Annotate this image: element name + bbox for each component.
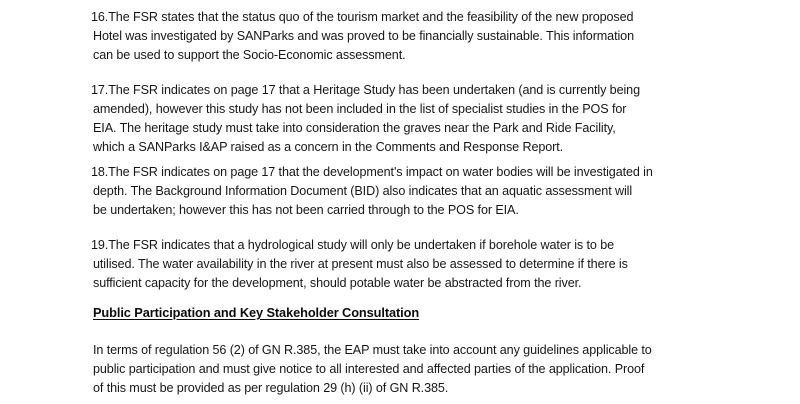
list-item-16 (91, 8, 653, 65)
item-17-line-2: amended), however this study has not been included in the list of specialist studies in the POS for (93, 102, 627, 116)
paragraph-line-1: In terms of regulation 56 (2) of GN R.385, the EAP must take into account any guidelines applicable to (93, 343, 652, 357)
item-18-line-3: be undertaken; however this has not been carried through to the POS for EIA. (93, 203, 519, 217)
item-19-line-1: 19.The FSR indicates that a hydrological study will only be undertaken if borehole water is to be (91, 238, 615, 252)
item-16-line-3: can be used to support the Socio-Economic assessment. (93, 48, 406, 62)
item-16-line-1: 16.The FSR states that the status quo of the tourism market and the feasibility of the new proposed (91, 10, 634, 24)
list-item-18 (91, 163, 653, 220)
section-heading: Public Participation and Key Stakeholder Consultation (93, 305, 420, 320)
list-item-17 (91, 81, 653, 157)
item-17-line-3: EIA. The heritage study must take into consideration the graves near the Park and Ride Facility, (93, 121, 616, 135)
item-18-line-1: 18.The FSR indicates on page 17 that the development's impact on water bodies will be investigated in (91, 165, 653, 179)
paragraph-line-3: of this must be provided as per regulation 29 (h) (ii) of GN R.385. (93, 381, 449, 395)
item-19-line-2: utilised. The water availability in the river at present must also be assessed to determine if there is (93, 257, 628, 271)
item-18-line-2: depth. The Background Information Document (BID) also indicates that an aquatic assessment will (93, 184, 633, 198)
item-16-line-2: Hotel was investigated by SANParks and was proved to be financially sustainable. This information (93, 29, 634, 43)
list-item-19 (91, 236, 653, 293)
item-17-line-4: which a SANParks I&AP raised as a concern in the Comments and Response Report. (93, 140, 564, 154)
item-19-line-3: sufficient capacity for the development, should potable water be abstracted from the river. (93, 276, 582, 290)
section-paragraph (93, 341, 653, 398)
item-17-line-1: 17.The FSR indicates on page 17 that a Heritage Study has been undertaken (and is currently being (91, 83, 640, 97)
paragraph-line-2: public participation and must give notice to all interested and affected parties of the application. Proof (93, 362, 645, 376)
